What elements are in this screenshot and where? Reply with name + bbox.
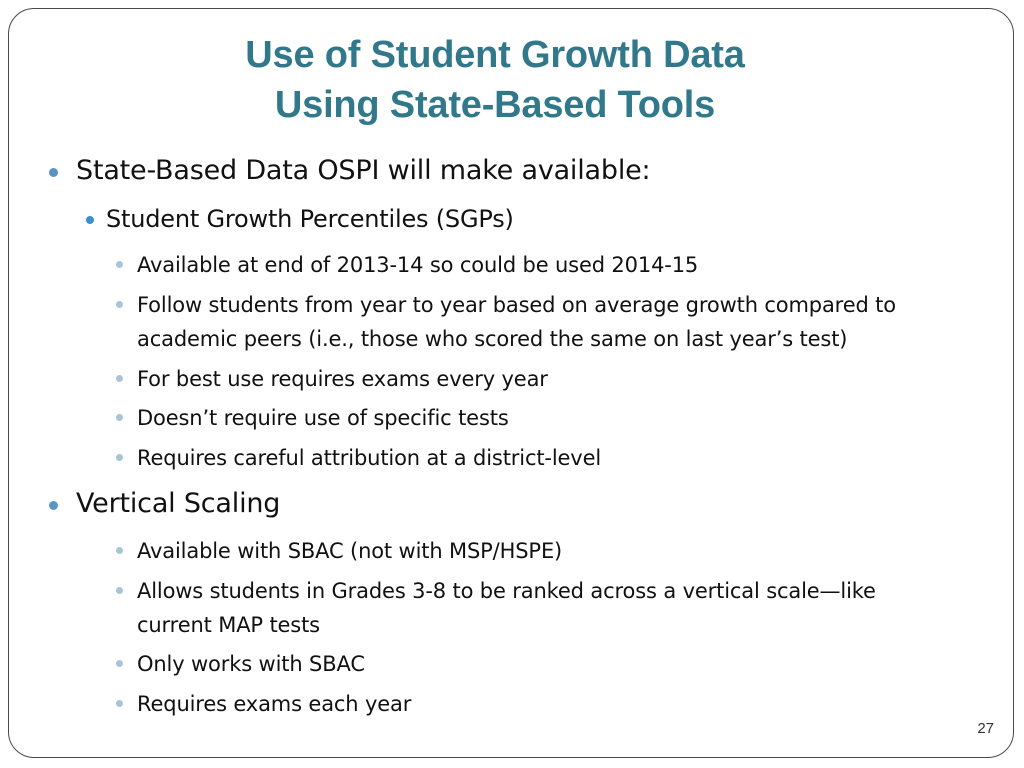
bullet-text: Requires exams each year bbox=[137, 692, 412, 716]
bullet-text: Available at end of 2013-14 so could be used 2014-15 bbox=[137, 253, 699, 277]
bullet-dot-icon bbox=[116, 301, 123, 308]
bullet-dot-icon bbox=[116, 375, 123, 382]
bullet-dot-icon bbox=[116, 547, 123, 554]
bullet-text: Requires careful attribution at a district-level bbox=[137, 446, 602, 470]
bullet-text: For best use requires exams every year bbox=[137, 367, 548, 391]
bullet-dot-icon bbox=[49, 168, 58, 177]
title-line-1: Use of Student Growth Data bbox=[245, 34, 745, 76]
bullet-dot-icon bbox=[116, 261, 123, 268]
bullet-text-continuation: current MAP tests bbox=[137, 613, 320, 637]
list-item bbox=[137, 441, 601, 475]
bullet-text: Allows students in Grades 3-8 to be ranked across a vertical scale—like bbox=[137, 579, 876, 603]
bullet-text-continuation: academic peers (i.e., those who scored the same on last year’s test) bbox=[137, 327, 848, 351]
page-number: 27 bbox=[977, 720, 994, 737]
bullet-dot-icon bbox=[86, 216, 94, 224]
bullet-text: State-Based Data OSPI will make available: bbox=[76, 155, 651, 186]
bullet-dot-icon bbox=[116, 587, 123, 594]
bullet-text: Vertical Scaling bbox=[76, 488, 281, 519]
list-item bbox=[137, 574, 876, 642]
list-item bbox=[106, 205, 514, 233]
bullet-dot-icon bbox=[116, 454, 123, 461]
bullet-text: Available with SBAC (not with MSP/HSPE) bbox=[137, 539, 563, 563]
list-item bbox=[137, 288, 896, 356]
list-item bbox=[137, 401, 509, 435]
bullet-text: Follow students from year to year based on average growth compared to bbox=[137, 293, 896, 317]
bullet-dot-icon bbox=[116, 700, 123, 707]
bullet-dot-icon bbox=[49, 501, 58, 510]
list-item bbox=[137, 647, 365, 681]
list-item bbox=[76, 488, 280, 519]
bullet-text: Doesn’t require use of specific tests bbox=[137, 406, 509, 430]
bullet-text: Student Growth Percentiles (SGPs) bbox=[106, 205, 514, 233]
list-item bbox=[137, 248, 698, 282]
bullet-dot-icon bbox=[116, 660, 123, 667]
list-item bbox=[137, 534, 562, 568]
list-item bbox=[137, 687, 411, 721]
list-item bbox=[137, 362, 548, 396]
bullet-text: Only works with SBAC bbox=[137, 652, 365, 676]
bullet-dot-icon bbox=[116, 414, 123, 421]
title-line-2: Using State-Based Tools bbox=[274, 84, 716, 126]
list-item bbox=[76, 155, 650, 186]
